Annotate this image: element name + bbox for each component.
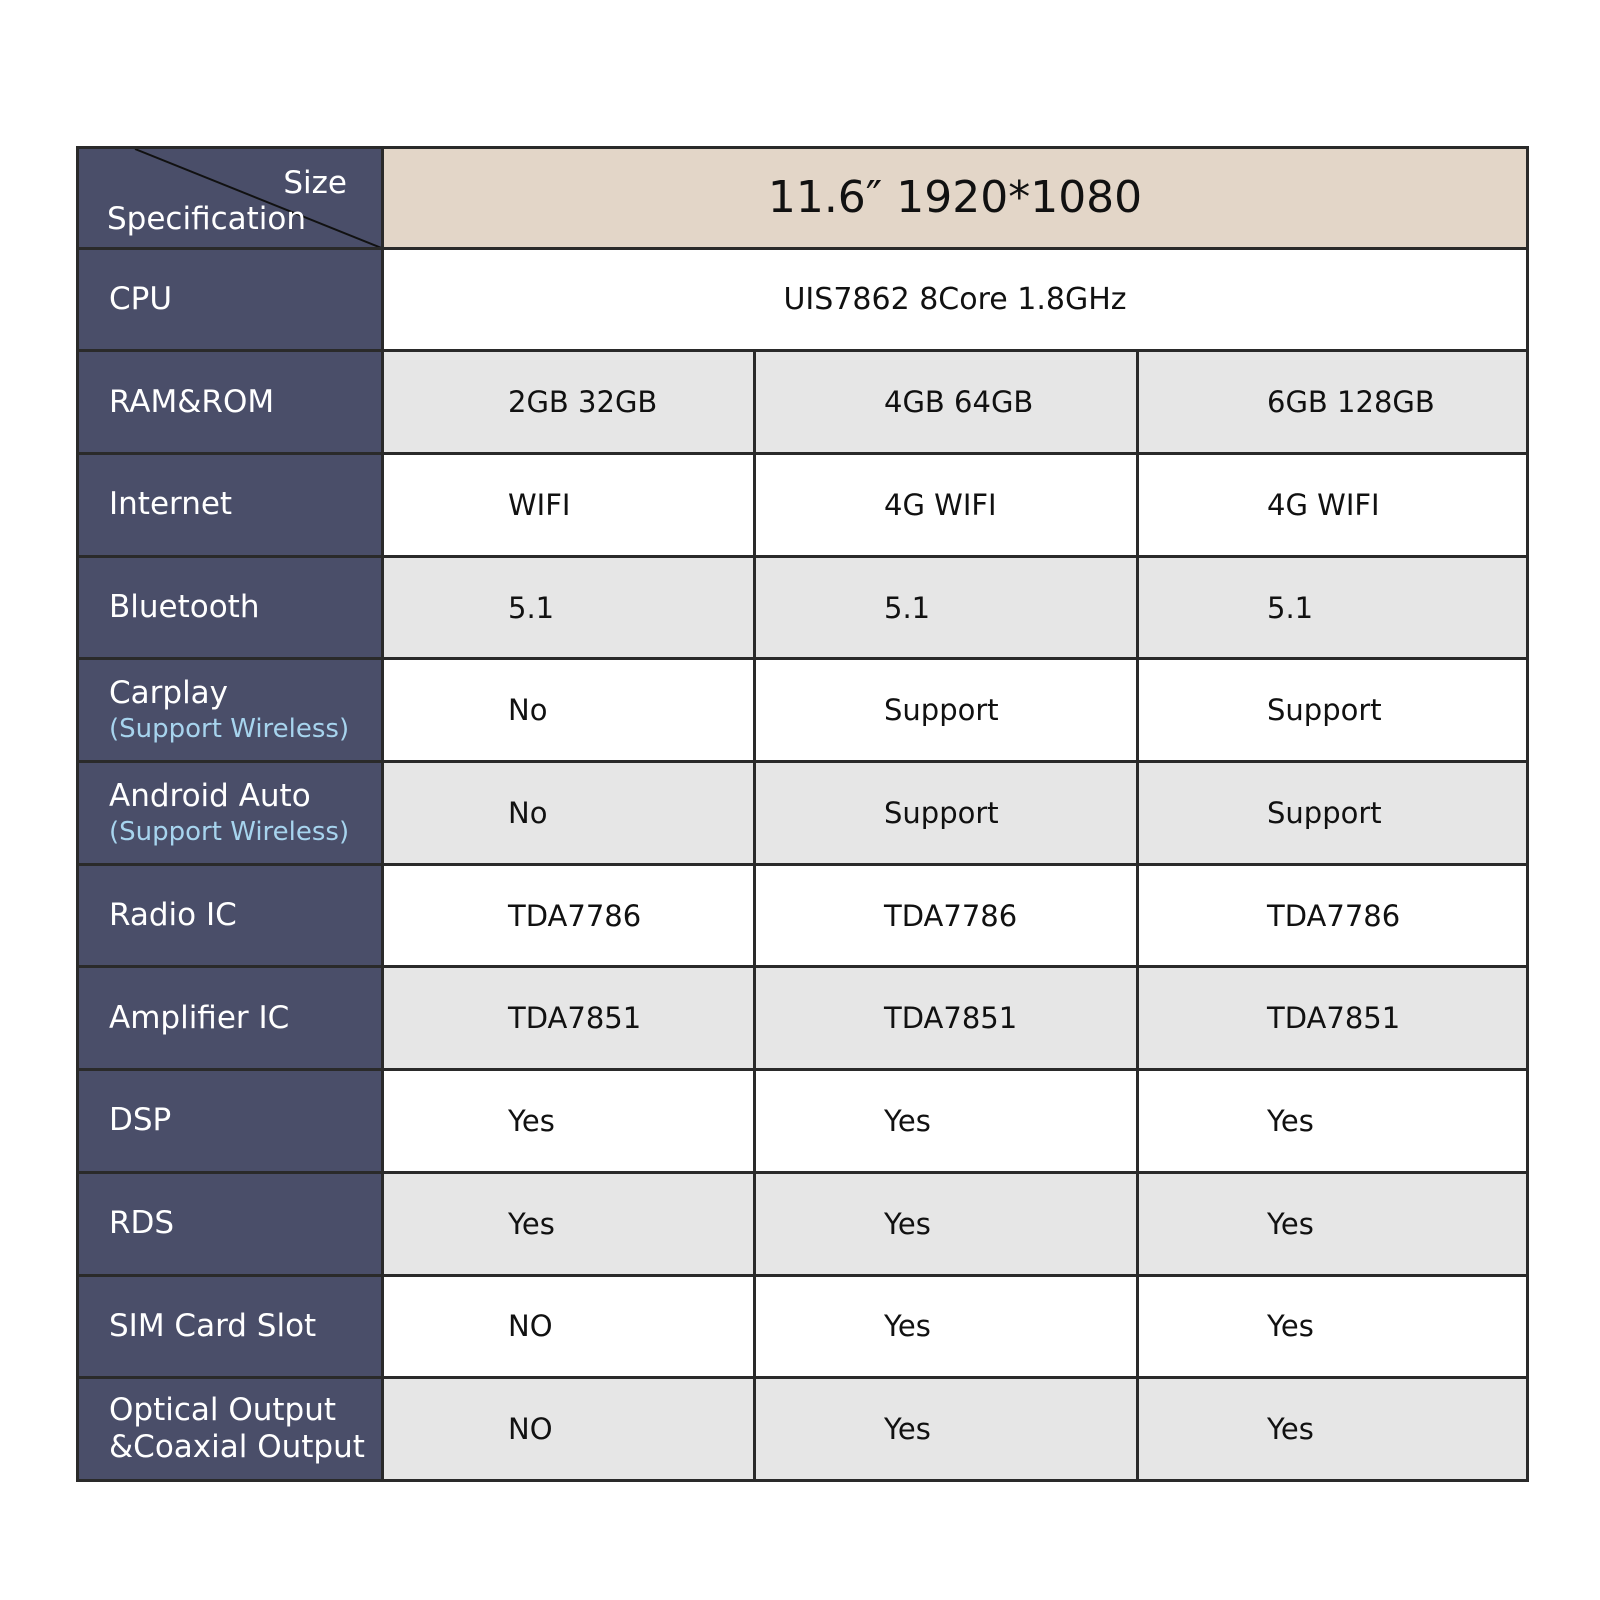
value-cell: 5.1 [755, 556, 1138, 659]
row-label [78, 1275, 383, 1378]
table-row [78, 762, 1528, 865]
row-label-text: RAM&ROM [109, 383, 275, 420]
value-cell: Support [755, 659, 1138, 762]
row-label-text: RDS [109, 1205, 175, 1242]
value-cell: 2GB 32GB [383, 351, 755, 454]
table-row [78, 1172, 1528, 1275]
value-cell: WIFI [383, 454, 755, 557]
value-cell: TDA7786 [755, 864, 1138, 967]
value-cell: 4GB 64GB [755, 351, 1138, 454]
value-cell: Support [1138, 659, 1528, 762]
value-cell: TDA7851 [1138, 967, 1528, 1070]
value-cell: Yes [383, 1172, 755, 1275]
value-cell: Support [755, 762, 1138, 865]
row-label-text: Android Auto [109, 777, 311, 814]
row-sub-label: (Support Wireless) [109, 816, 350, 847]
row-label [78, 556, 383, 659]
row-label-text: Amplifier IC [109, 999, 290, 1036]
value-cell: Yes [1138, 1172, 1528, 1275]
row-label-text: Bluetooth [109, 588, 260, 625]
value-cell: 6GB 128GB [1138, 351, 1528, 454]
value-cell: NO [383, 1275, 755, 1378]
table-row [78, 967, 1528, 1070]
row-label [78, 1070, 383, 1173]
cpu-value: UIS7862 8Core 1.8GHz [383, 248, 1528, 351]
screen-size-value: 11.6″ 1920*1080 [383, 148, 1528, 249]
table-row [78, 556, 1528, 659]
table-row [78, 1070, 1528, 1173]
row-label-text: Carplay [109, 675, 229, 712]
value-cell: TDA7786 [383, 864, 755, 967]
row-label [78, 659, 383, 762]
value-cell: Yes [1138, 1378, 1528, 1481]
row-label [78, 762, 383, 865]
row-label-text: DSP [109, 1102, 172, 1139]
row-label-text: Radio IC [109, 897, 237, 934]
value-cell: 5.1 [1138, 556, 1528, 659]
row-label-text: Internet [109, 486, 233, 523]
row-label [78, 967, 383, 1070]
value-cell: 4G WIFI [755, 454, 1138, 557]
value-cell: No [383, 762, 755, 865]
value-cell: Yes [755, 1378, 1138, 1481]
value-cell: TDA7851 [755, 967, 1138, 1070]
spec-table [76, 146, 1529, 1482]
value-cell: Support [1138, 762, 1528, 865]
value-cell: Yes [755, 1275, 1138, 1378]
value-cell: 4G WIFI [1138, 454, 1528, 557]
row-label-text-line2: &Coaxial Output [109, 1429, 365, 1466]
row-label-text: SIM Card Slot [109, 1307, 317, 1344]
cpu-row [78, 248, 1528, 351]
table-row [78, 864, 1528, 967]
header-row [78, 148, 1528, 249]
row-label [78, 864, 383, 967]
corner-size-label: Size [283, 165, 347, 201]
row-label [78, 1172, 383, 1275]
value-cell: 5.1 [383, 556, 755, 659]
row-label [78, 351, 383, 454]
value-cell: No [383, 659, 755, 762]
value-cell: TDA7786 [1138, 864, 1528, 967]
table-row [78, 351, 1528, 454]
value-cell: Yes [383, 1070, 755, 1173]
value-cell: Yes [1138, 1275, 1528, 1378]
corner-header-cell [78, 148, 383, 249]
table-row [78, 454, 1528, 557]
row-sub-label: (Support Wireless) [109, 714, 350, 745]
cpu-label: CPU [78, 248, 383, 351]
value-cell: Yes [755, 1070, 1138, 1173]
value-cell: Yes [755, 1172, 1138, 1275]
value-cell: TDA7851 [383, 967, 755, 1070]
row-label [78, 1378, 383, 1481]
table-row [78, 1275, 1528, 1378]
row-label [78, 454, 383, 557]
corner-specification-label: Specification [107, 200, 307, 237]
table-row [78, 659, 1528, 762]
value-cell: NO [383, 1378, 755, 1481]
value-cell: Yes [1138, 1070, 1528, 1173]
table-row [78, 1378, 1528, 1481]
row-label-text: Optical Output [109, 1391, 337, 1428]
